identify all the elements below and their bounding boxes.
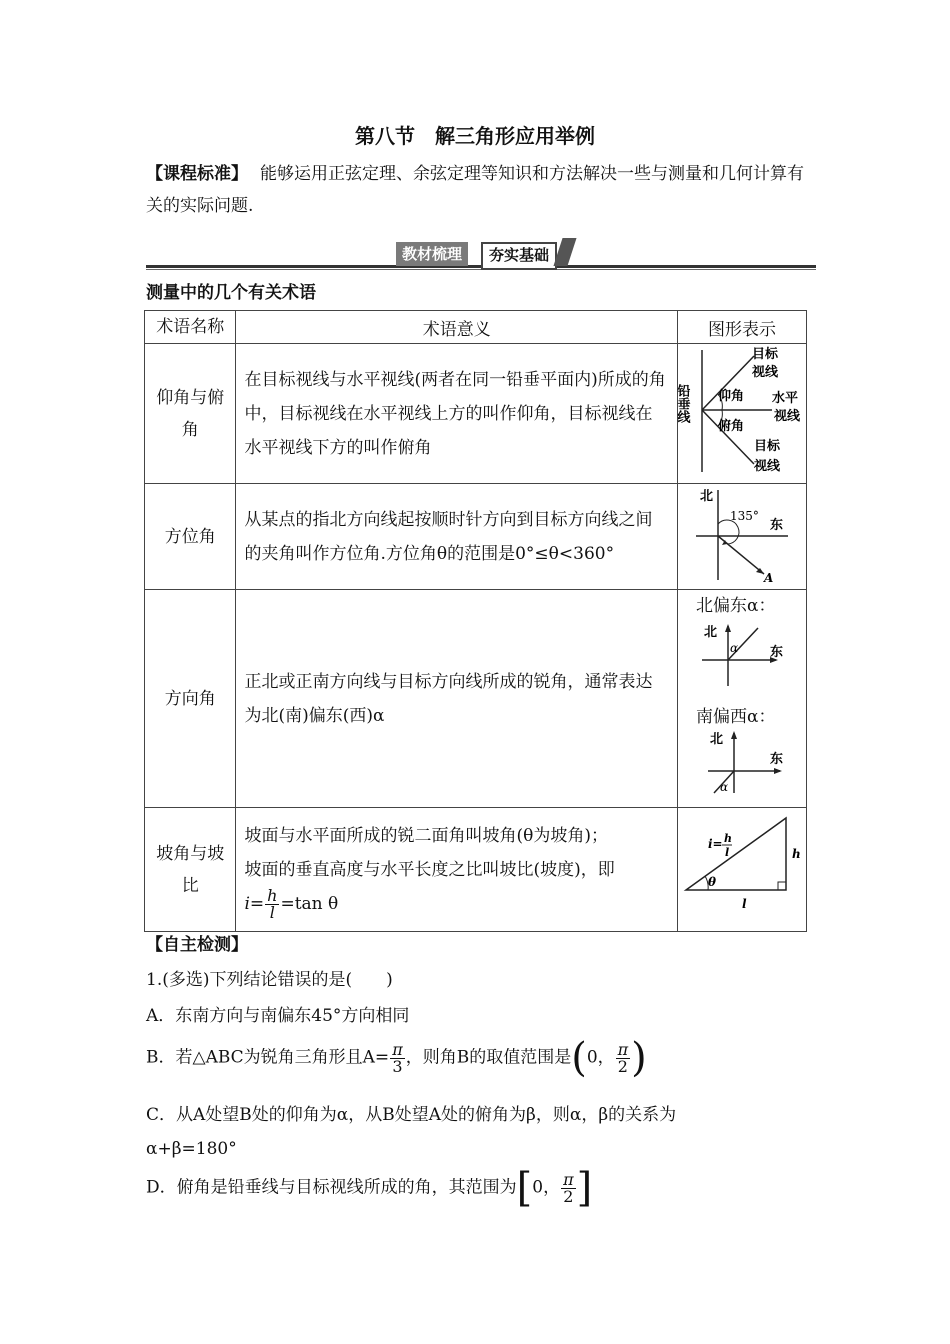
- north-east-diagram: [678, 616, 806, 696]
- horizontal-line-label: 水平视线: [771, 391, 800, 424]
- option-b-pre: B．若△ABC为锐角三角形且A=: [146, 1047, 390, 1068]
- header-figure: 图形表示: [677, 311, 806, 344]
- elevation-depression-diagram: [674, 344, 806, 478]
- option-c-line1: C．从A处望B处的仰角为α，从B处望A处的俯角为β，则α，β的关系为: [146, 1105, 677, 1125]
- alpha-label: α: [729, 640, 739, 655]
- table-row: [145, 590, 807, 808]
- table-row: [145, 484, 807, 590]
- term-name: 仰角与俯角: [145, 344, 236, 484]
- slope-formula: [244, 887, 669, 921]
- formula-lhs: i=: [244, 893, 265, 914]
- self-check-heading: 【自主检测】: [146, 935, 248, 955]
- option-a: A．东南方向与南偏东45°方向相同: [146, 1006, 410, 1026]
- header-term-meaning: 术语意义: [236, 311, 678, 344]
- north-label: 北: [709, 731, 723, 747]
- figure-slope: [677, 808, 806, 932]
- target-line-down-label: 目标视线: [753, 439, 780, 474]
- l-label: l: [741, 897, 747, 911]
- figure-azimuth: [677, 484, 806, 590]
- term-meaning: 正北或正南方向线与目标方向线所成的锐角，通常表达为北(南)偏东(西)α: [236, 590, 678, 808]
- north-label: 北: [699, 489, 713, 504]
- target-line-up-label: 目标视线: [751, 347, 778, 380]
- term-meaning: [236, 808, 678, 932]
- formula-fraction: $\frac{h}{l}$: [267, 885, 278, 922]
- figure-direction: [677, 590, 806, 808]
- formula-rhs: =tan θ: [280, 893, 339, 914]
- open-bracket: [: [516, 1165, 533, 1211]
- ratio-label: i=: [707, 837, 723, 851]
- option-b: [146, 1035, 806, 1081]
- east-label: 东: [769, 751, 783, 767]
- option-d-zero: 0，: [532, 1177, 561, 1198]
- slope-meaning-line2: 坡面的垂直高度与水平长度之比叫坡比(坡度)，即: [244, 859, 615, 880]
- close-bracket: ]: [576, 1165, 593, 1211]
- option-c-line2: α+β=180°: [146, 1139, 237, 1159]
- section-title: 测量中的几个有关术语: [146, 283, 316, 303]
- course-standard: [146, 158, 806, 222]
- option-b-pi-over-2: $\frac{\pi}{2}$: [617, 1039, 629, 1076]
- standard-tag: 【课程标准】: [146, 164, 248, 184]
- term-name: 方向角: [145, 590, 236, 808]
- point-a-label: A: [763, 571, 774, 585]
- figure-elevation-depression: [674, 344, 806, 484]
- term-meaning: 在目标视线与水平视线(两者在同一铅垂平面内)所成的角中，目标视线在水平视线上方的叫作仰角，目标视线在水平视线下方的叫作俯角: [236, 344, 678, 484]
- table-row: [145, 808, 807, 932]
- table-header-row: [145, 311, 807, 344]
- banner-tab-left: 教材梳理: [396, 242, 468, 266]
- angle-135-label: 135°: [729, 509, 759, 523]
- open-paren: (: [571, 1035, 587, 1081]
- option-b-pi-over-3: $\frac{\pi}{3}$: [392, 1039, 403, 1076]
- option-b-zero: 0，: [586, 1047, 615, 1068]
- option-d-pi-over-2: $\frac{\pi}{2}$: [563, 1169, 574, 1206]
- sw-label: 南偏西α：: [695, 706, 776, 727]
- south-west-diagram: [678, 727, 806, 797]
- section-banner: [146, 236, 816, 270]
- terms-table: [144, 310, 807, 932]
- standard-text: 能够运用正弦定理、余弦定理等知识和方法解决一些与测量和几何计算有关的实际问题.: [146, 164, 804, 216]
- slope-diagram: [678, 808, 806, 926]
- header-term-name: 术语名称: [145, 311, 236, 344]
- ratio-h: h: [723, 832, 732, 845]
- option-c: [146, 1098, 806, 1166]
- term-meaning: 从某点的指北方向线起按顺时针方向到目标方向线之间的夹角叫作方位角.方位角θ的范围是0°≤θ<360°: [236, 484, 678, 590]
- slope-meaning-line1: 坡面与水平面所成的锐二面角叫坡角(θ为坡角)；: [244, 825, 608, 846]
- ratio-l: l: [724, 846, 730, 859]
- option-b-mid: ，则角B的取值范围是: [405, 1047, 572, 1068]
- theta-label: θ: [707, 875, 716, 889]
- option-d: [146, 1165, 806, 1211]
- ne-label: 北偏东α：: [695, 595, 776, 616]
- north-label: 北: [703, 624, 717, 640]
- banner-tab-right: 夯实基础: [481, 242, 557, 270]
- alpha-label: α: [719, 779, 729, 794]
- east-label: 东: [769, 518, 783, 533]
- close-paren: ): [631, 1035, 647, 1081]
- term-name: 方位角: [145, 484, 236, 590]
- depression-label: 俯角: [717, 419, 744, 434]
- azimuth-diagram: [678, 484, 806, 584]
- elevation-label: 仰角: [717, 389, 744, 404]
- h-label: h: [791, 847, 801, 861]
- table-row: [145, 344, 807, 484]
- east-label: 东: [769, 644, 783, 660]
- term-name: 坡角与坡比: [145, 808, 236, 932]
- page-title: 第八节 解三角形应用举例: [355, 124, 595, 148]
- plumb-line-label: 铅垂线: [674, 384, 690, 423]
- question-stem: 1.(多选)下列结论错误的是( ): [146, 970, 393, 990]
- option-d-pre: D．俯角是铅垂线与目标视线所成的角，其范围为: [146, 1177, 517, 1198]
